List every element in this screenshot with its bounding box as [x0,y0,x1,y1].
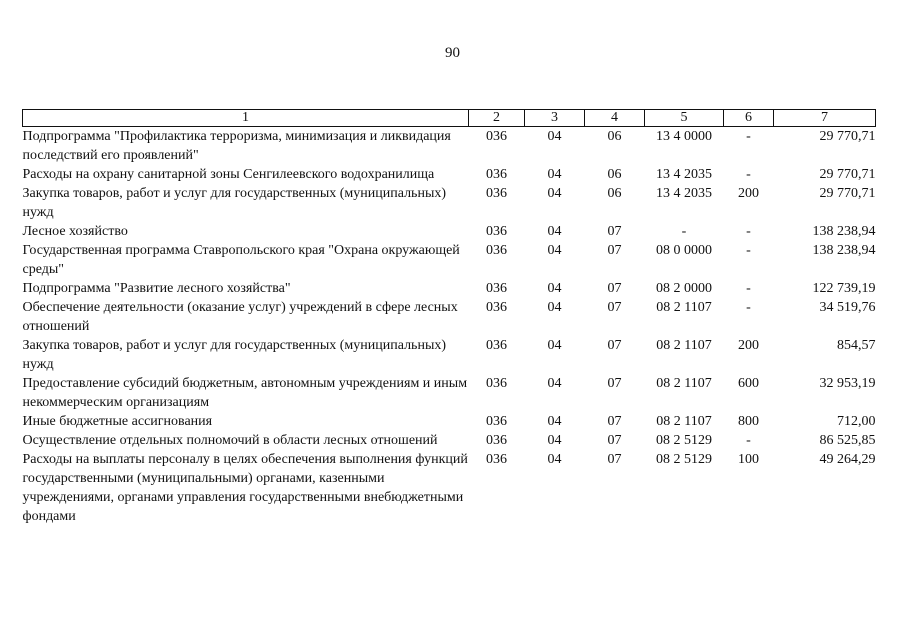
amount-cell: 138 238,94 [812,224,876,239]
target-article-cell: 08 2 5129 [656,452,712,467]
expense-type-cell: - [746,129,751,144]
code-cell: 036 [486,376,507,391]
code-cell: 036 [486,281,507,296]
expense-type-cell: - [746,224,751,239]
amount-cell: 712,00 [837,414,876,429]
subsection-cell: 07 [607,224,622,239]
expense-type-cell: - [746,167,751,182]
table-row [23,127,876,166]
table-row [23,241,876,279]
target-article-cell: - [681,224,687,239]
subsection-cell: 07 [607,281,622,296]
page-number: 90 [445,45,460,61]
section-cell: 04 [547,129,562,144]
column-header: 4 [585,110,645,127]
column-header: 7 [774,110,876,127]
section-cell: 04 [547,414,562,429]
column-header: 3 [525,110,585,127]
amount-cell: 854,57 [837,338,876,353]
amount-cell: 29 770,71 [819,186,876,201]
section-cell: 04 [547,452,562,467]
subsection-cell: 06 [607,129,622,144]
subsection-cell: 07 [607,243,622,258]
row-name-cell: Предоставление субсидий бюджетным, автономным учреждениям и иным некоммерческим организациям [22,376,468,410]
target-article-cell: 13 4 2035 [656,186,712,201]
row-name-cell: Расходы на охрану санитарной зоны Сенгилеевского водохранилища [22,167,435,182]
code-cell: 036 [486,452,507,467]
target-article-cell: 13 4 0000 [656,129,712,144]
amount-cell: 86 525,85 [819,433,876,448]
target-article-cell: 08 2 1107 [656,338,712,353]
row-name-cell: Иные бюджетные ассигнования [22,414,213,429]
row-name-cell: Закупка товаров, работ и услуг для государственных (муниципальных) нужд [22,338,447,372]
row-name-cell: Подпрограмма "Развитие лесного хозяйства" [22,281,291,296]
section-cell: 04 [547,224,562,239]
expense-type-cell: - [746,243,751,258]
code-cell: 036 [486,129,507,144]
amount-cell: 34 519,76 [819,300,876,315]
amount-cell: 122 739,19 [812,281,876,296]
code-cell: 036 [486,338,507,353]
amount-cell: 138 238,94 [812,243,876,258]
target-article-cell: 08 2 1107 [656,300,712,315]
subsection-cell: 07 [607,376,622,391]
subsection-cell: 07 [607,300,622,315]
row-name-cell: Обеспечение деятельности (оказание услуг) учреждений в сфере лесных отношений [22,300,458,334]
section-cell: 04 [547,338,562,353]
expense-type-cell: 200 [738,186,759,201]
row-name-cell: Закупка товаров, работ и услуг для государственных (муниципальных) нужд [22,186,447,220]
expense-type-cell: - [746,433,751,448]
subsection-cell: 07 [607,452,622,467]
table-row [23,165,876,184]
section-cell: 04 [547,376,562,391]
subsection-cell: 07 [607,414,622,429]
table-header-row [23,110,876,127]
row-name-cell: Государственная программа Ставропольского края "Охрана окружающей среды" [22,243,460,277]
subsection-cell: 06 [607,167,622,182]
section-cell: 04 [547,167,562,182]
column-header: 5 [645,110,724,127]
column-header: 6 [724,110,774,127]
column-header: 2 [469,110,525,127]
expense-type-cell: 800 [738,414,759,429]
target-article-cell: 08 2 0000 [656,281,712,296]
subsection-cell: 07 [607,433,622,448]
table-row [23,450,876,526]
section-cell: 04 [547,281,562,296]
target-article-cell: 13 4 2035 [656,167,712,182]
code-cell: 036 [486,186,507,201]
target-article-cell: 08 2 1107 [656,376,712,391]
row-name-cell: Расходы на выплаты персоналу в целях обеспечения выполнения функций государственными (муниципальными) органами, казенными учреждениями, органами управления государственными внебюджетными фондами [22,452,468,524]
expense-type-cell: 600 [738,376,759,391]
code-cell: 036 [486,224,507,239]
amount-cell: 29 770,71 [819,167,876,182]
section-cell: 04 [547,300,562,315]
expense-type-cell: 100 [738,452,759,467]
code-cell: 036 [486,414,507,429]
amount-cell: 29 770,71 [819,129,876,144]
amount-cell: 32 953,19 [819,376,876,391]
row-name-cell: Подпрограмма "Профилактика терроризма, минимизация и ликвидация последствий его проявлений" [22,129,451,163]
target-article-cell: 08 0 0000 [656,243,712,258]
expense-type-cell: 200 [738,338,759,353]
table-row [23,222,876,241]
section-cell: 04 [547,433,562,448]
row-name-cell: Осуществление отдельных полномочий в области лесных отношений [22,433,438,448]
row-name-cell: Лесное хозяйство [22,224,128,239]
subsection-cell: 06 [607,186,622,201]
table-row [23,374,876,412]
table-row [23,279,876,298]
code-cell: 036 [486,167,507,182]
table-row [23,184,876,222]
target-article-cell: 08 2 5129 [656,433,712,448]
table-row [23,298,876,336]
section-cell: 04 [547,186,562,201]
target-article-cell: 08 2 1107 [656,414,712,429]
code-cell: 036 [486,433,507,448]
code-cell: 036 [486,243,507,258]
table-row [23,431,876,450]
table-row [23,412,876,431]
section-cell: 04 [547,243,562,258]
expense-type-cell: - [746,281,751,296]
subsection-cell: 07 [607,338,622,353]
expense-type-cell: - [746,300,751,315]
budget-table [22,109,876,526]
column-header: 1 [23,110,469,127]
amount-cell: 49 264,29 [819,452,876,467]
table-row [23,336,876,374]
code-cell: 036 [486,300,507,315]
